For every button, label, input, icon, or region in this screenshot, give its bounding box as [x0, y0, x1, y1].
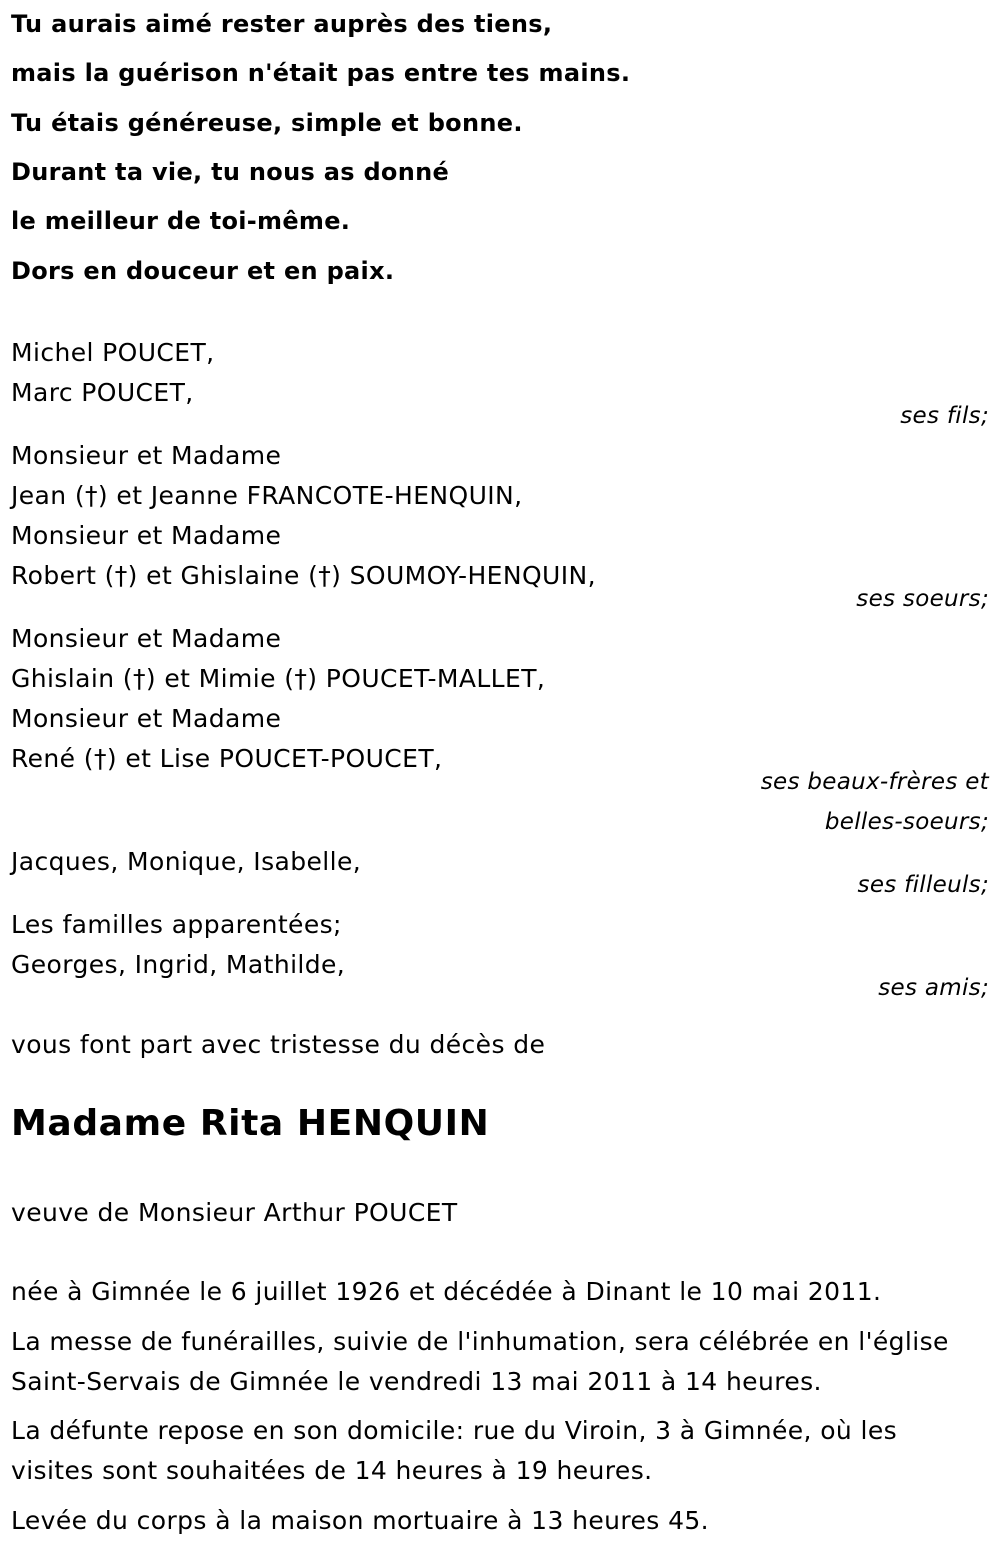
- poem-line: Tu aurais aimé rester auprès des tiens,: [11, 10, 553, 38]
- relation-label: ses soeurs;: [856, 586, 989, 612]
- family-name-line: Jean (†) et Jeanne FRANCOTE-HENQUIN,: [11, 481, 523, 510]
- poem-line: le meilleur de toi-même.: [11, 207, 351, 235]
- family-name-line: Monsieur et Madame: [11, 521, 282, 550]
- relation-label: ses fils;: [900, 403, 989, 429]
- detail-line: Levée du corps à la maison mortuaire à 13 heures 45.: [11, 1506, 710, 1535]
- poem-line: Dors en douceur et en paix.: [11, 257, 395, 285]
- family-name-line: Marc POUCET,: [11, 378, 194, 407]
- family-name-line: Robert (†) et Ghislaine (†) SOUMOY-HENQUIN,: [11, 561, 596, 590]
- deceased-name: Madame Rita HENQUIN: [11, 1103, 490, 1144]
- widow-of-text: veuve de Monsieur Arthur POUCET: [11, 1198, 458, 1227]
- family-name-line: Michel POUCET,: [11, 338, 215, 367]
- detail-line: La défunte repose en son domicile: rue du Viroin, 3 à Gimnée, où les: [11, 1416, 898, 1445]
- detail-line: La messe de funérailles, suivie de l'inhumation, sera célébrée en l'église: [11, 1327, 949, 1356]
- family-name-line: Ghislain (†) et Mimie (†) POUCET-MALLET,: [11, 664, 546, 693]
- family-name-line: Monsieur et Madame: [11, 624, 282, 653]
- family-name-line: Monsieur et Madame: [11, 441, 282, 470]
- relation-label: belles-soeurs;: [824, 809, 989, 835]
- detail-line: née à Gimnée le 6 juillet 1926 et décédée à Dinant le 10 mai 2011.: [11, 1277, 882, 1306]
- poem-line: Tu étais généreuse, simple et bonne.: [11, 109, 523, 137]
- detail-line: visites sont souhaitées de 14 heures à 19 heures.: [11, 1456, 653, 1485]
- poem-line: mais la guérison n'était pas entre tes mains.: [11, 59, 631, 87]
- family-name-line: Georges, Ingrid, Mathilde,: [11, 950, 346, 979]
- family-name-line: Jacques, Monique, Isabelle,: [11, 847, 362, 876]
- announcement-text: vous font part avec tristesse du décès de: [11, 1030, 546, 1059]
- relation-label: ses amis;: [878, 975, 989, 1001]
- poem-line: Durant ta vie, tu nous as donné: [11, 158, 450, 186]
- family-name-line: René (†) et Lise POUCET-POUCET,: [11, 744, 443, 773]
- family-name-line: Monsieur et Madame: [11, 704, 282, 733]
- relation-label: ses filleuls;: [857, 872, 989, 898]
- family-name-line: Les familles apparentées;: [11, 910, 342, 939]
- detail-line: Saint-Servais de Gimnée le vendredi 13 mai 2011 à 14 heures.: [11, 1367, 822, 1396]
- relation-label: ses beaux-frères et: [760, 769, 989, 795]
